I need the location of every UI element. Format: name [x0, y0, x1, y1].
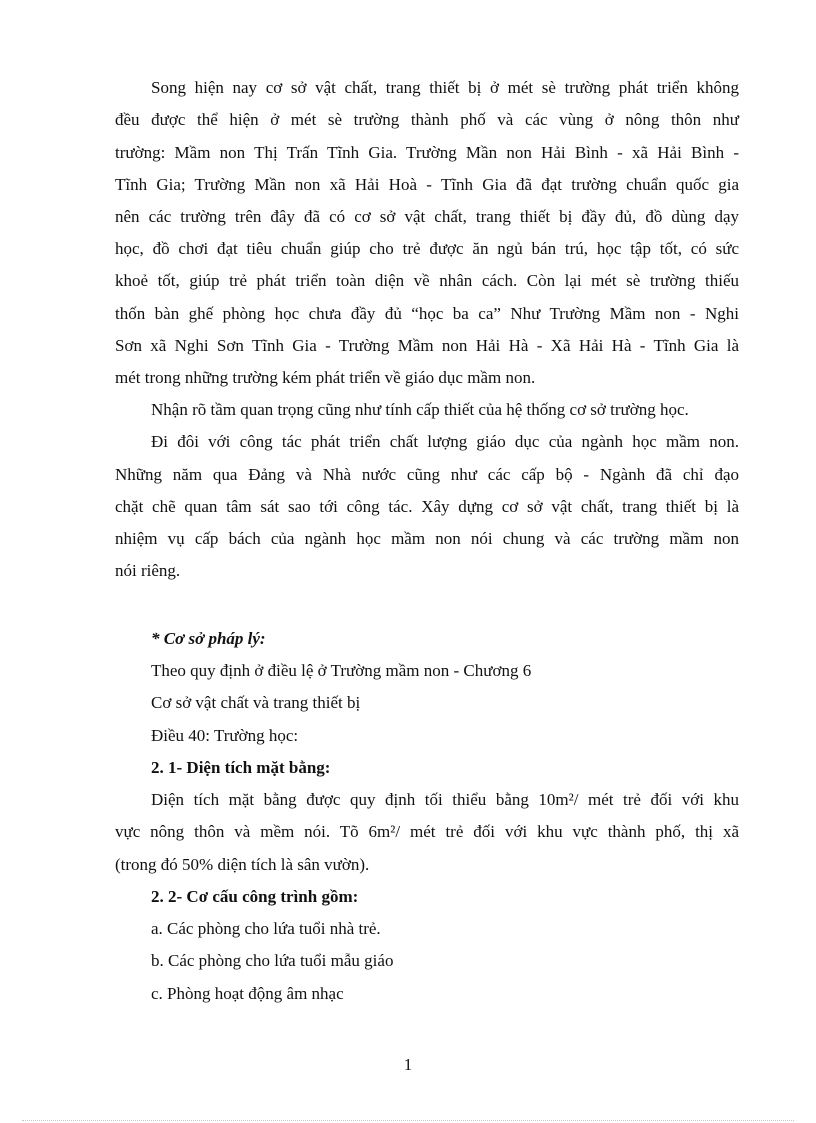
area-paragraph-line-2: vực nông thôn và mềm nói. Tõ 6m²/ mét trẻ đối với khu vực thành phố, thị xã — [115, 822, 739, 841]
paragraph-1-line-7: khoẻ tốt, giúp trẻ phát triển toàn diện về nhân cách. Còn lại mét sè trường thiếu — [115, 271, 739, 290]
paragraph-1-line-5: nên các trường trên đây đã có cơ sở vật chất, trang thiết bị đầy đủ, đồ dùng dạy — [115, 207, 739, 226]
area-paragraph-line-3: (trong đó 50% diện tích là sân vườn). — [115, 855, 370, 874]
paragraph-1-line-10: mét trong những trường kém phát triển về giáo dục mầm non. — [115, 368, 536, 387]
paragraph-3-line-5: nói riêng. — [115, 561, 181, 580]
chapter-title: Cơ sở vật chất và trang thiết bị — [151, 693, 361, 712]
subheading-2-1: 2. 1- Diện tích mặt bằng: — [151, 758, 331, 777]
article-title: Điều 40: Trường học: — [151, 726, 299, 745]
paragraph-1-line-4: Tĩnh Gia; Trường Mần non xã Hải Hoà - Tĩnh Gia đã đạt trường chuẩn quốc gia — [115, 175, 739, 194]
paragraph-1-line-3: trường: Mầm non Thị Trấn Tĩnh Gia. Trường Mần non Hải Bình - xã Hải Bình - — [115, 143, 739, 162]
paragraph-3-line-3: chặt chẽ quan tâm sát sao tới công tác. Xây dựng cơ sở vật chất, trang thiết bị là — [115, 497, 739, 516]
paragraph-2: Nhận rõ tầm quan trọng cũng như tính cấp thiết của hệ thống cơ sở trường học. — [151, 400, 689, 419]
paragraph-1-line-1: Song hiện nay cơ sở vật chất, trang thiết bị ở mét sè trường phát triển không — [151, 78, 739, 97]
page-number: 1 — [403, 1055, 413, 1074]
paragraph-3-line-2: Những năm qua Đảng và Nhà nước cũng như các cấp bộ - Ngành đã chỉ đạo — [115, 465, 739, 484]
section-heading-legal-basis: * Cơ sở pháp lý: — [151, 629, 266, 648]
page-bottom-divider — [22, 1120, 794, 1121]
list-item-c: c. Phòng hoạt động âm nhạc — [151, 984, 344, 1003]
list-item-a: a. Các phòng cho lứa tuổi nhà trẻ. — [151, 919, 381, 938]
subheading-2-2: 2. 2- Cơ cấu công trình gồm: — [151, 887, 359, 906]
paragraph-1-line-9: Sơn xã Nghi Sơn Tĩnh Gia - Trường Mầm non Hải Hà - Xã Hải Hà - Tĩnh Gia là — [115, 336, 739, 355]
area-paragraph-line-1: Diện tích mặt bằng được quy định tối thiểu bằng 10m²/ mét trẻ đối với khu — [151, 790, 739, 809]
paragraph-3-line-1: Đi đôi với công tác phát triển chất lượng giáo dục của ngành học mầm non. — [151, 432, 739, 451]
paragraph-1-line-2: đều được thể hiện ở mét sè trường thành phố và các vùng ở nông thôn như — [115, 110, 739, 129]
regulation-reference: Theo quy định ở điều lệ ở Trường mầm non - Chương 6 — [151, 661, 532, 680]
list-item-b: b. Các phòng cho lứa tuổi mẫu giáo — [151, 951, 394, 970]
paragraph-1-line-8: thốn bàn ghế phòng học chưa đầy đủ “học ba ca” Như Trường Mầm non - Nghi — [115, 304, 739, 323]
paragraph-3-line-4: nhiệm vụ cấp bách của ngành học mầm non nói chung và các trường mầm non — [115, 529, 739, 548]
paragraph-1-line-6: học, đồ chơi đạt tiêu chuẩn giúp cho trẻ được ăn ngủ bán trú, học tập tốt, có sức — [115, 239, 739, 258]
